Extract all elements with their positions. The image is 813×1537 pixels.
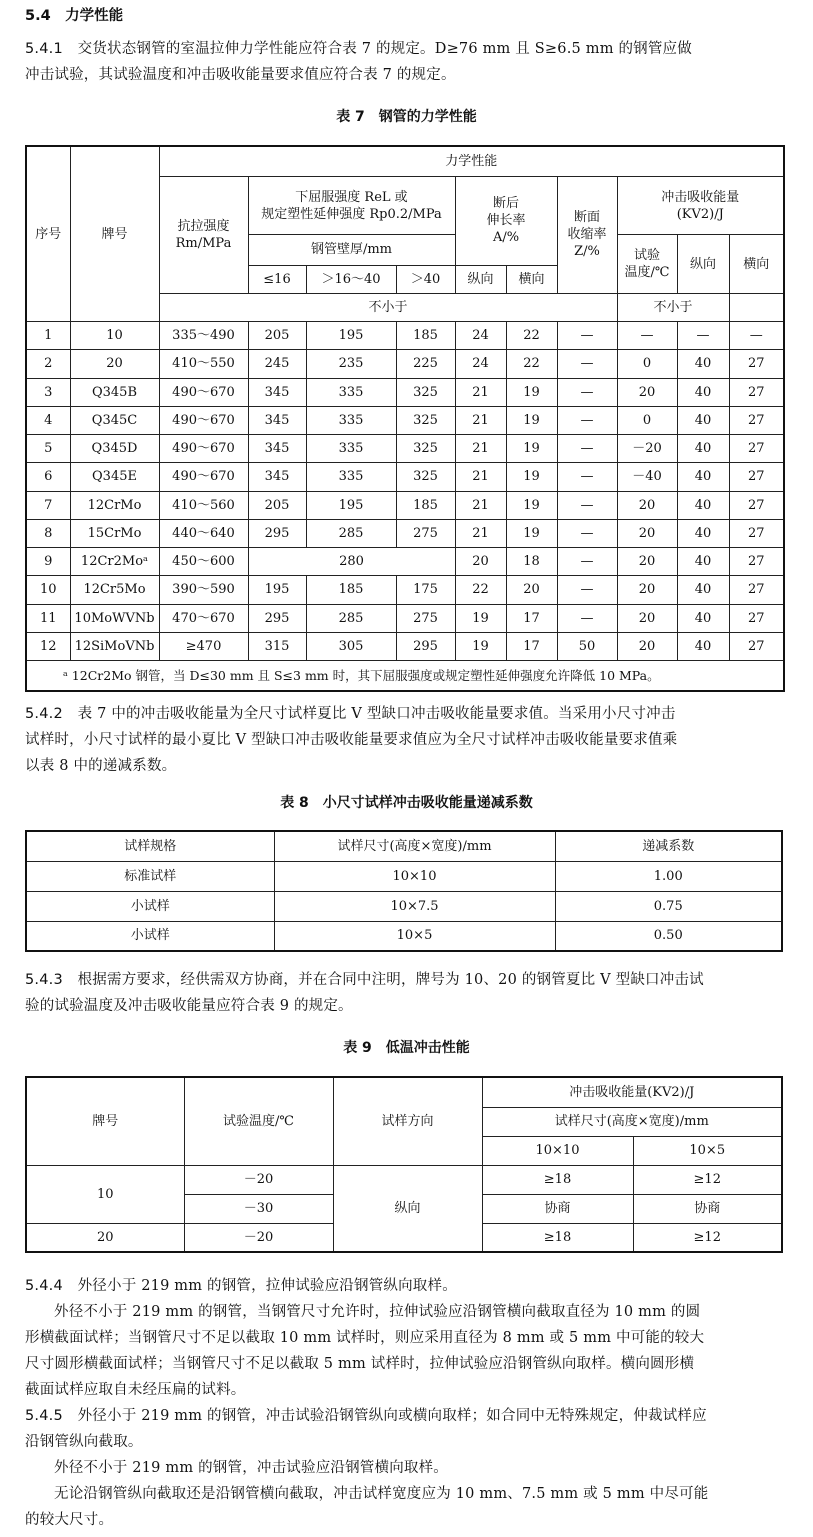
table7 — [25, 145, 785, 692]
clause-number: 5.4.4 — [25, 1278, 63, 1294]
table-cell: 275 — [396, 604, 455, 632]
table-cell: — — [557, 604, 617, 632]
table-cell: 185 — [396, 491, 455, 519]
text-line: 根据需方要求，经供需双方协商，并在合同中注明，牌号为 10、20 的钢管夏比 V 型缺口冲击试 — [77, 972, 704, 988]
table-cell: 5 — [26, 435, 70, 463]
table-row — [26, 891, 782, 921]
table-row — [26, 491, 784, 519]
table-cell: 4 — [26, 406, 70, 434]
table-cell: 345 — [248, 463, 306, 491]
table-cell: －20 — [617, 435, 677, 463]
table-cell: 285 — [306, 519, 396, 547]
table-cell: 40 — [677, 491, 729, 519]
header-wall-thickness: 钢管壁厚/mm — [248, 235, 455, 265]
table-cell: — — [557, 519, 617, 547]
header-elong-trans: 横向 — [506, 265, 557, 293]
table-cell: 12Cr5Mo — [70, 576, 159, 604]
table-row — [26, 576, 784, 604]
table-cell: — — [617, 322, 677, 350]
table-cell: 40 — [677, 378, 729, 406]
table-cell: 40 — [677, 350, 729, 378]
text-line: 无论沿钢管纵向截取还是沿钢管横向截取，冲击试样宽度应为 10 mm、7.5 mm 或 5 mm 中尽可能 — [54, 1486, 709, 1502]
table-cell: 12SiMoVNb — [70, 632, 159, 660]
section-heading: 5.4 力学性能 — [25, 8, 124, 24]
table-cell: 6 — [26, 463, 70, 491]
table8-caption: 表 8 小尺寸试样冲击吸收能量递减系数 — [280, 795, 533, 811]
table-cell: 295 — [396, 632, 455, 660]
table-cell: 205 — [248, 322, 306, 350]
table-cell: 19 — [455, 632, 506, 660]
text-line: 外径不小于 219 mm 的钢管，当钢管尺寸允许时，拉伸试验应沿钢管横向截取直径为 10 mm 的圆 — [54, 1304, 701, 1320]
table-cell: 12CrMo — [70, 491, 159, 519]
table-cell: 19 — [506, 435, 557, 463]
table-cell: 410～560 — [159, 491, 248, 519]
clause-number: 5.4.5 — [25, 1408, 63, 1424]
text-line: 外径不小于 219 mm 的钢管，冲击试验应沿钢管横向取样。 — [54, 1460, 449, 1476]
table-cell: 335 — [306, 406, 396, 434]
header-elong-long: 纵向 — [455, 265, 506, 293]
table-row — [26, 322, 784, 350]
table-cell: 20 — [617, 519, 677, 547]
header-seq: 序号 — [26, 146, 70, 322]
table-cell: 21 — [455, 378, 506, 406]
table-cell: 27 — [729, 604, 784, 632]
text-line: 外径小于 219 mm 的钢管，冲击试验沿钢管纵向或横向取样；如合同中无特殊规定，仲裁试样应 — [77, 1408, 707, 1424]
table-cell: 19 — [455, 604, 506, 632]
table-cell: — — [557, 576, 617, 604]
table-cell: 12Cr2Moᵃ — [70, 548, 159, 576]
table-cell: 40 — [677, 435, 729, 463]
table-cell: 27 — [729, 378, 784, 406]
table8 — [25, 830, 783, 952]
text-line: 交货状态钢管的室温拉伸力学性能应符合表 7 的规定。D≥76 mm 且 S≥6.5 mm 的钢管应做 — [77, 41, 692, 57]
header-size-10x5: 10×5 — [633, 1136, 782, 1165]
cell-grade: 20 — [26, 1223, 184, 1252]
header-test-temp: 试验温度/℃ — [184, 1077, 333, 1165]
table-cell: 22 — [506, 350, 557, 378]
paragraph-5-4-5 — [25, 1403, 787, 1533]
table-cell: 20 — [70, 350, 159, 378]
table-cell: 195 — [306, 491, 396, 519]
table-cell: 50 — [557, 632, 617, 660]
cell-value: 协商 — [482, 1194, 633, 1223]
table-header-cell: 递减系数 — [555, 831, 782, 861]
table-cell: Q345E — [70, 463, 159, 491]
table-cell: 305 — [306, 632, 396, 660]
paragraph-5-4-2 — [25, 701, 787, 779]
table-cell: 20 — [617, 491, 677, 519]
table-cell: 315 — [248, 632, 306, 660]
table-cell: 490～670 — [159, 378, 248, 406]
table-cell: 40 — [677, 632, 729, 660]
cell-direction: 纵向 — [333, 1165, 482, 1252]
table-cell: 1 — [26, 322, 70, 350]
header-test-temp: 试验 温度/℃ — [617, 235, 677, 294]
table-cell: — — [557, 548, 617, 576]
table-cell: 0.50 — [555, 921, 782, 951]
table-cell: 小试样 — [26, 891, 274, 921]
table-cell: — — [557, 435, 617, 463]
clause-number: 5.4.2 — [25, 706, 63, 722]
table-cell: 470～670 — [159, 604, 248, 632]
paragraph-5-4-4 — [25, 1273, 787, 1403]
table-cell: 0 — [617, 406, 677, 434]
table-cell: 40 — [677, 463, 729, 491]
table-cell: 440～640 — [159, 519, 248, 547]
table-cell: 295 — [248, 519, 306, 547]
table-cell: — — [557, 322, 617, 350]
table-row — [26, 378, 784, 406]
table-cell: 325 — [396, 378, 455, 406]
header-impact: 冲击吸收能量 (KV2)/J — [617, 176, 784, 235]
table-cell: 21 — [455, 491, 506, 519]
table-cell: 19 — [506, 463, 557, 491]
text-line: 验的试验温度及冲击吸收能量应符合表 9 的规定。 — [25, 998, 353, 1014]
table-cell: 325 — [396, 463, 455, 491]
table-cell: 225 — [396, 350, 455, 378]
cell-temp: －20 — [184, 1165, 333, 1194]
header-mech-props: 力学性能 — [159, 146, 784, 176]
cell-value: ≥12 — [633, 1165, 782, 1194]
table-cell: 490～670 — [159, 435, 248, 463]
table-row — [26, 406, 784, 434]
table-cell: 175 — [396, 576, 455, 604]
cell-value: ≥18 — [482, 1165, 633, 1194]
table-cell: 40 — [677, 519, 729, 547]
table-cell: 280 — [248, 548, 455, 576]
table-cell: 335 — [306, 378, 396, 406]
table-cell: 0 — [617, 350, 677, 378]
table-cell: — — [557, 491, 617, 519]
table-cell: Q345C — [70, 406, 159, 434]
header-reduction: 断面 收缩率 Z/% — [557, 176, 617, 293]
table-header-cell: 试样尺寸(高度×宽度)/mm — [274, 831, 555, 861]
table-cell: 标准试样 — [26, 861, 274, 891]
table-cell: 295 — [248, 604, 306, 632]
table-cell: 27 — [729, 435, 784, 463]
header-wall-3: ＞40 — [396, 265, 455, 293]
table-row — [26, 604, 784, 632]
table-cell: 0.75 — [555, 891, 782, 921]
table-cell: 235 — [306, 350, 396, 378]
table-cell: 7 — [26, 491, 70, 519]
table-cell: 12 — [26, 632, 70, 660]
table-cell: 21 — [455, 406, 506, 434]
table-cell: 40 — [677, 548, 729, 576]
table-cell: 17 — [506, 604, 557, 632]
table-cell: 325 — [396, 406, 455, 434]
header-wall-2: ＞16～40 — [306, 265, 396, 293]
table-cell: 10 — [70, 322, 159, 350]
table-cell: 27 — [729, 463, 784, 491]
text-line: 截面试样应取自未经压扁的试料。 — [25, 1382, 246, 1398]
table-cell: 335～490 — [159, 322, 248, 350]
table-cell: 21 — [455, 463, 506, 491]
text-line: 尺寸圆形横截面试样；当钢管尺寸不足以截取 5 mm 试样时，拉伸试验应沿钢管纵向取样。横向圆形横 — [25, 1356, 695, 1372]
table-cell: — — [557, 406, 617, 434]
table-header-cell: 试样规格 — [26, 831, 274, 861]
header-impact-trans: 横向 — [729, 235, 784, 294]
text-line: 外径小于 219 mm 的钢管，拉伸试验应沿钢管纵向取样。 — [77, 1278, 457, 1294]
table-cell: 325 — [396, 435, 455, 463]
table-cell: 20 — [617, 632, 677, 660]
cell-value: 协商 — [633, 1194, 782, 1223]
table-cell: 24 — [455, 322, 506, 350]
table-cell: 10×7.5 — [274, 891, 555, 921]
table-cell: 40 — [677, 406, 729, 434]
table-cell: 10×10 — [274, 861, 555, 891]
table-cell: 40 — [677, 576, 729, 604]
table-cell: 195 — [306, 322, 396, 350]
table-cell: 2 — [26, 350, 70, 378]
table-row — [26, 519, 784, 547]
table-cell: 185 — [396, 322, 455, 350]
table-cell: 27 — [729, 548, 784, 576]
clause-number: 5.4.3 — [25, 972, 63, 988]
table-cell: 285 — [306, 604, 396, 632]
table-cell: 345 — [248, 435, 306, 463]
table-cell: 10×5 — [274, 921, 555, 951]
table-cell: 3 — [26, 378, 70, 406]
text-line: 形横截面试样；当钢管尺寸不足以截取 10 mm 试样时，则应采用直径为 8 mm 或 5 mm 中可能的较大 — [25, 1330, 705, 1346]
table-cell: 410～550 — [159, 350, 248, 378]
header-grade: 牌号 — [26, 1077, 184, 1165]
text-line: 的较大尺寸。 — [25, 1512, 114, 1528]
table-cell: 27 — [729, 519, 784, 547]
table-cell: －40 — [617, 463, 677, 491]
table9 — [25, 1076, 783, 1253]
table-cell: 335 — [306, 463, 396, 491]
table-cell: 490～670 — [159, 463, 248, 491]
table9-caption: 表 9 低温冲击性能 — [343, 1040, 470, 1056]
table-cell: 19 — [506, 519, 557, 547]
table-cell: 490～670 — [159, 406, 248, 434]
header-specimen-size: 试样尺寸(高度×宽度)/mm — [482, 1107, 782, 1136]
table7-caption: 表 7 钢管的力学性能 — [336, 109, 477, 125]
table-cell: 20 — [617, 378, 677, 406]
cell-value: ≥18 — [482, 1223, 633, 1252]
cell-grade: 10 — [26, 1165, 184, 1223]
header-min-label: 不小于 — [159, 293, 617, 321]
header-impact-energy: 冲击吸收能量(KV2)/J — [482, 1077, 782, 1107]
text-line: 以表 8 中的递减系数。 — [25, 758, 177, 774]
table-cell: 10 — [26, 576, 70, 604]
table-cell: 20 — [506, 576, 557, 604]
table-row — [26, 435, 784, 463]
table-cell: ≥470 — [159, 632, 248, 660]
table-cell: 335 — [306, 435, 396, 463]
text-line: 沿钢管纵向截取。 — [25, 1434, 143, 1450]
table-row — [26, 350, 784, 378]
header-direction: 试样方向 — [333, 1077, 482, 1165]
table-cell: 19 — [506, 491, 557, 519]
table-cell: 11 — [26, 604, 70, 632]
table-cell: 22 — [506, 322, 557, 350]
table-cell: 27 — [729, 576, 784, 604]
table-cell: Q345B — [70, 378, 159, 406]
table-row — [26, 632, 784, 660]
table-cell: 27 — [729, 632, 784, 660]
table-cell: — — [729, 322, 784, 350]
header-impact-long: 纵向 — [677, 235, 729, 294]
table-cell: 18 — [506, 548, 557, 576]
table-cell: 小试样 — [26, 921, 274, 951]
table-cell: — — [557, 463, 617, 491]
table-header-row — [26, 831, 782, 861]
table-cell: 345 — [248, 406, 306, 434]
clause-number: 5.4.1 — [25, 41, 63, 57]
header-grade: 牌号 — [70, 146, 159, 322]
table-cell: 20 — [617, 604, 677, 632]
table-cell: 22 — [455, 576, 506, 604]
header-elongation: 断后 伸长率 A/% — [455, 176, 557, 265]
table-cell: 195 — [248, 576, 306, 604]
header-size-10x10: 10×10 — [482, 1136, 633, 1165]
table-cell: 15CrMo — [70, 519, 159, 547]
table-cell: 19 — [506, 378, 557, 406]
table-cell: 20 — [455, 548, 506, 576]
header-tensile: 抗拉强度 Rm/MPa — [159, 176, 248, 293]
text-line: 试样时，小尺寸试样的最小夏比 V 型缺口冲击吸收能量要求值应为全尺寸试样冲击吸收能量要求值乘 — [25, 732, 678, 748]
table-cell: 390～590 — [159, 576, 248, 604]
table-cell: 185 — [306, 576, 396, 604]
table-cell: 1.00 — [555, 861, 782, 891]
table-cell: 17 — [506, 632, 557, 660]
header-wall-1: ≤16 — [248, 265, 306, 293]
table-cell: 20 — [617, 548, 677, 576]
table-cell: 21 — [455, 519, 506, 547]
table-row — [26, 463, 784, 491]
table-row — [26, 548, 784, 576]
table-cell: 245 — [248, 350, 306, 378]
table-row — [26, 921, 782, 951]
table-cell: 27 — [729, 350, 784, 378]
cell-temp: －30 — [184, 1194, 333, 1223]
table-cell: — — [557, 378, 617, 406]
table-cell: Q345D — [70, 435, 159, 463]
header-min-label: 不小于 — [617, 293, 729, 321]
table-cell: 8 — [26, 519, 70, 547]
text-line: 冲击试验，其试验温度和冲击吸收能量要求值应符合表 7 的规定。 — [25, 67, 456, 83]
cell-value: ≥12 — [633, 1223, 782, 1252]
table-cell: 450～600 — [159, 548, 248, 576]
header-yield: 下屈服强度 ReL 或 规定塑性延伸强度 Rp0.2/MPa — [248, 176, 455, 235]
paragraph-5-4-3 — [25, 967, 787, 1019]
table-cell: 24 — [455, 350, 506, 378]
table-cell: 27 — [729, 491, 784, 519]
table-cell: 40 — [677, 604, 729, 632]
table-cell: 19 — [506, 406, 557, 434]
text-line: 表 7 中的冲击吸收能量为全尺寸试样夏比 V 型缺口冲击吸收能量要求值。当采用小尺寸冲击 — [77, 706, 676, 722]
table-cell: 275 — [396, 519, 455, 547]
table-cell: 20 — [617, 576, 677, 604]
table-cell: 27 — [729, 406, 784, 434]
table-cell: 21 — [455, 435, 506, 463]
table-cell: 9 — [26, 548, 70, 576]
table-row — [26, 861, 782, 891]
table-cell: 205 — [248, 491, 306, 519]
cell-temp: －20 — [184, 1223, 333, 1252]
table-cell: 345 — [248, 378, 306, 406]
paragraph-5-4-1 — [25, 36, 787, 88]
table-cell: 10MoWVNb — [70, 604, 159, 632]
table-cell: — — [677, 322, 729, 350]
table7-footnote: ᵃ 12Cr2Mo 钢管，当 D≤30 mm 且 S≤3 mm 时，其下屈服强度或规定塑性延伸强度允许降低 10 MPa。 — [26, 661, 784, 691]
table-cell: — — [557, 350, 617, 378]
